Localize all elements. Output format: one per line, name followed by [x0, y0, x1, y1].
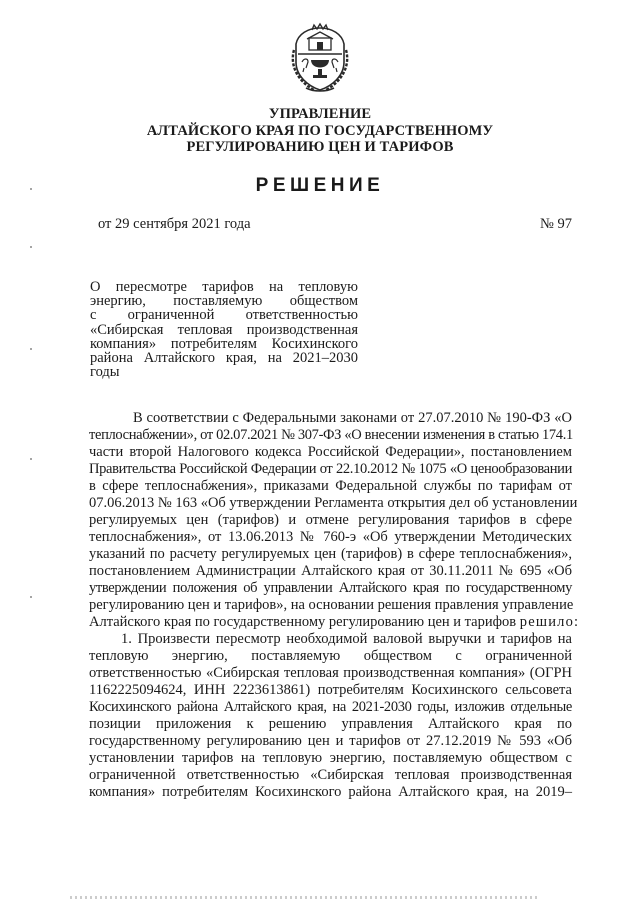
scan-mark	[30, 458, 32, 460]
scan-mark	[30, 246, 32, 248]
body-line: позиции приложения к решению управления Алтайского края по	[89, 716, 572, 732]
subject-line: компания» потребителям Косихинского	[90, 335, 358, 352]
document-type-heading: РЕШЕНИЕ	[255, 175, 385, 196]
subject-line: энергию, поставляемую обществом	[90, 293, 358, 310]
subject-line: О пересмотре тарифов на тепловую	[90, 279, 358, 295]
decision-word: решило:	[519, 614, 580, 630]
coat-of-arms-icon	[284, 22, 356, 94]
body-line: постановлением Администрации Алтайского края от 30.11.2011 № 695 «Об	[89, 563, 572, 579]
subject-line: «Сибирская тепловая производственная	[90, 321, 358, 338]
body-line: 1162225094624, ИНН 2223613861) потребителям Косихинского сельсовета	[89, 682, 572, 698]
scan-mark	[30, 596, 32, 598]
body-line-decision	[89, 614, 580, 631]
authority-line: АЛТАЙСКОГО КРАЯ ПО ГОСУДАРСТВЕННОМУ	[146, 122, 494, 139]
document-number: № 97	[540, 216, 572, 232]
body-line: регулируемых цен (тарифов) и отмене регулирования тарифов в сфере	[89, 512, 572, 528]
body-line: 07.06.2013 № 163 «Об утверждении Регламента открытия дел об установлении	[89, 495, 578, 511]
body-line: установлении тарифов на тепловую энергию, поставляемую обществом с	[89, 750, 572, 766]
body-line: утверждении положения об управлении Алтайского края по государственному	[89, 580, 572, 596]
scan-mark	[30, 188, 32, 190]
scan-margin-marks	[30, 0, 36, 904]
subject-line: с ограниченной ответственностью	[90, 307, 358, 324]
document-date: от 29 сентября 2021 года	[98, 216, 251, 232]
body-line-text: Алтайского края по государственному регулированию цен и тарифов	[89, 614, 517, 630]
body-line: В соответствии с Федеральными законами от 27.07.2010 № 190-ФЗ «О	[133, 410, 572, 426]
document-body	[89, 410, 580, 801]
subject-line: годы	[90, 364, 120, 381]
body-line: в сфере теплоснабжения», приказами Федеральной службы по тарифам от	[89, 478, 572, 494]
body-line: Правительства Российской Федерации от 22.10.2012 № 1075 «О ценообразовании	[89, 461, 572, 477]
body-line: ответственностью «Сибирская тепловая производственная компания» (ОГРН	[89, 665, 572, 681]
body-line: Косихинского района Алтайского края, на 2021-2030 годы, изложив отдельные	[89, 699, 572, 715]
body-line: ограниченной ответственностью «Сибирская тепловая производственная	[89, 767, 572, 783]
scan-edge-artifact	[70, 896, 540, 899]
body-line: указаний по расчету регулируемых цен (тарифов) в сфере теплоснабжения»,	[89, 546, 572, 562]
body-line: 1. Произвести пересмотр необходимой валовой выручки и тарифов на	[121, 631, 572, 647]
issuing-authority	[100, 106, 540, 156]
body-line: теплоснабжения», от 13.06.2013 № 760-э «Об утверждении Методических	[89, 529, 572, 545]
authority-line: РЕГУЛИРОВАНИЮ ЦЕН И ТАРИФОВ	[186, 139, 454, 155]
subject-line: района Алтайского края, на 2021–2030	[90, 349, 358, 366]
body-line: государственному регулированию цен и тарифов от 27.12.2019 № 593 «Об	[89, 733, 572, 749]
body-line: тепловую энергию, поставляемую обществом с ограниченной	[89, 648, 572, 664]
body-line: теплоснабжении», от 02.07.2021 № 307-ФЗ «О внесении изменения в статью 174.1	[89, 427, 573, 443]
authority-line: УПРАВЛЕНИЕ	[268, 106, 372, 122]
body-line: части второй Налогового кодекса Российской Федерации», постановлением	[89, 444, 572, 460]
scan-mark	[30, 348, 32, 350]
document-subject	[90, 280, 358, 379]
body-line: регулированию цен и тарифов», на основании решения правления управление	[89, 597, 574, 613]
body-line: компания» потребителям Косихинского района Алтайского края, на 2019–	[89, 784, 572, 800]
